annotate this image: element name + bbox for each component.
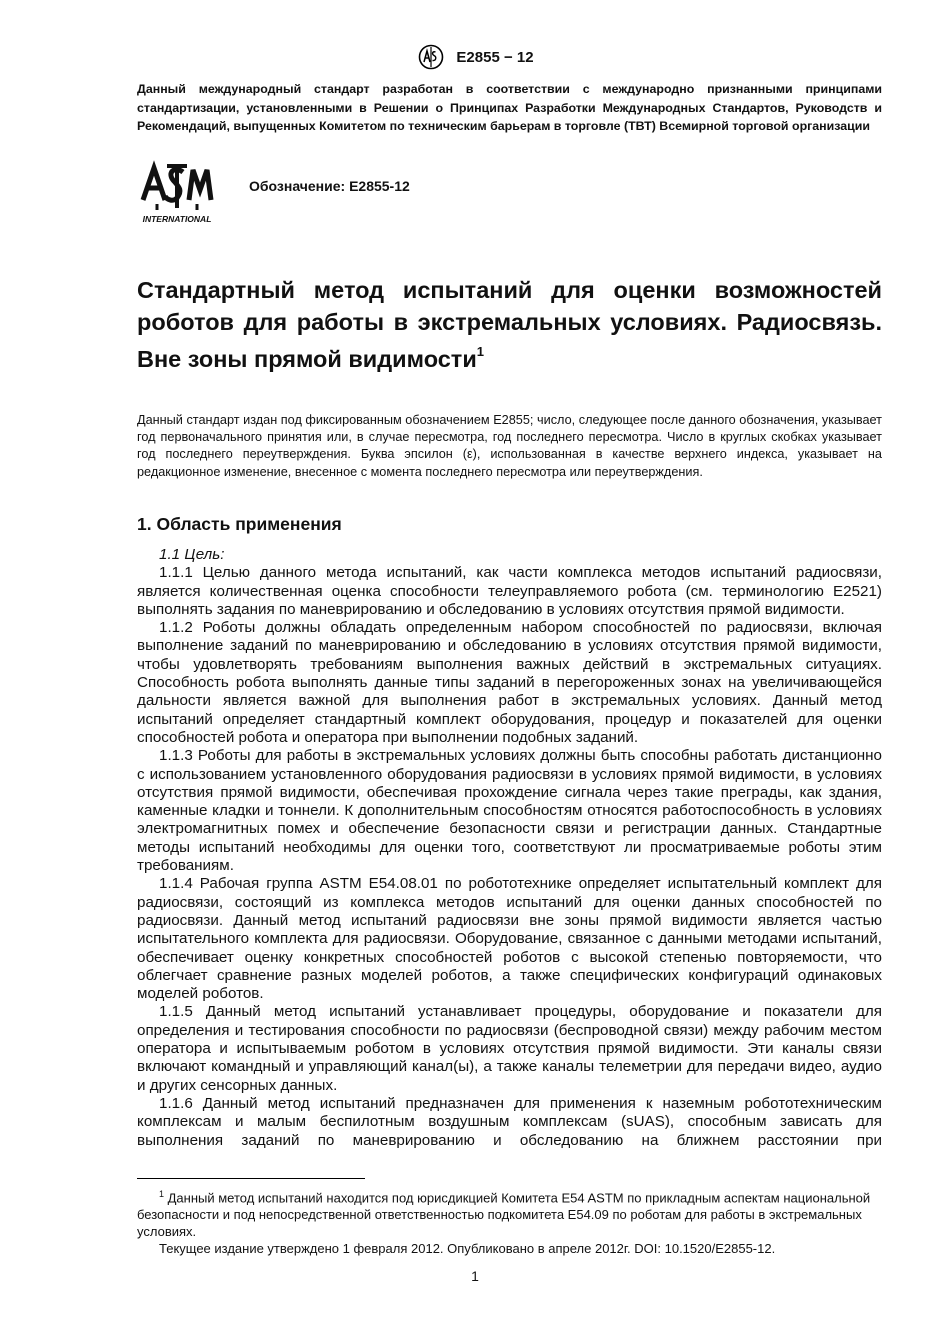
footnote-mark: 1 [159, 1189, 165, 1199]
title-footnote-mark: 1 [476, 344, 484, 359]
standard-code: E2855 − 12 [456, 48, 534, 66]
logo-caption: INTERNATIONAL [142, 214, 212, 224]
footnote-1 [137, 1186, 882, 1240]
section-body [137, 546, 882, 1150]
designation-notice: Данный стандарт издан под фиксированным обозначением E2855; число, следующее после данного обозначения, указывает год первоначального принятия или, в случае пересмотра, год последнего пересмотра. Число в круглых скобках указывает год последнего переутверждения. Буква эпсилон (ε), использованная в качестве верхнего индекса, указывает на редакционное изменение, внесенное с момента последнего пересмотра или переутверждения. [137, 413, 882, 479]
paragraph-1-1-6: 1.1.6 Данный метод испытаний предназначен для применения к наземным робототехническим комплексам и малым беспилотным воздушным комплексам (sUAS), способным зависать для выполнения заданий по маневрированию и обследованию на ближнем расстоянии при [137, 1094, 882, 1149]
paragraph-1-1-2: 1.1.2 Роботы должны обладать определенным набором способностей по радиосвязи, включая выполнение заданий по маневрированию и обследованию в условиях отсутствия прямой видимости, чтобы удовлетворять требованиям выполнения важных действий в экстремальных ситуациях. Способность робота выполнять данные типы заданий в перегороженных зонах на увеличивающейся дальности является важной для выполнения работ в экстремальных условиях. Данный метод испытаний определяет стандартный комплект оборудования, процедур и показателей для оценки способностей робота и оператора при выполнении подобных заданий. [137, 619, 882, 746]
paragraph-1-1-1: 1.1.1 Целью данного метода испытаний, как части комплекса методов испытаний радиосвязи, является количественная оценка способности телеуправляемого робота (см. терминологию E2521) выполнять задания по маневрированию и обследованию в условиях отсутствия прямой видимости. [137, 564, 882, 618]
edition-note: Текущее издание утверждено 1 февраля 2012. Опубликовано в апреле 2012г. DOI: 10.1520/E2855-12. [159, 1241, 776, 1257]
footnote-divider [137, 1178, 365, 1179]
document-title [137, 274, 882, 375]
intro-statement: Данный международный стандарт разработан в соответствии с международно признанными принципами стандартизации, установленными в Решении о Принципах Разработки Международных Стандартов, Руководств и Рекомендаций, выпущенных Комитетом по техническим барьерам в торговле (ТВТ) Всемирной торговой организации [137, 82, 882, 134]
designation: Обозначение: E2855-12 [249, 178, 410, 194]
paragraph-1-1: 1.1 Цель: [159, 546, 225, 563]
section-heading-scope: 1. Область применения [137, 514, 342, 534]
paragraph-1-1-4: 1.1.4 Рабочая группа ASTM E54.08.01 по робототехнике определяет испытательный комплект для радиосвязи, состоящий из комплекса методов испытаний для оценки данных способностей по радиосвязи. Данный метод испытаний радиосвязи вне зоны прямой видимости является частью испытательного комплекта для радиосвязи. Оборудование, связанное с данными методами испытаний, обеспечивает оценку конкретных способностей роботов с высокой степенью повторяемости, что облегчает сравнение разных моделей роботов, а также специфических конфигураций одинаковых моделей роботов. [137, 875, 882, 1003]
running-header [0, 44, 950, 75]
title-text: Стандартный метод испытаний для оценки возможностей роботов для работы в экстремальных условиях. Радиосвязь. Вне зоны прямой видимости [137, 277, 882, 372]
footnotes [137, 1186, 882, 1257]
paragraph-1-1-5: 1.1.5 Данный метод испытаний устанавливает процедуры, оборудование и показатели для определения и тестирования способности по радиосвязи (беспроводной связи) между рабочим местом оператора и испытываемым роботом в условиях отсутствия прямой видимости. Эти каналы связи включают командный и управляющий канал(ы), а также каналы телеметрии для передачи видео, аудио и других сенсорных данных. [137, 1003, 882, 1094]
astm-small-logo-icon [416, 44, 446, 70]
page-number: 1 [471, 1268, 479, 1284]
footnote-text: Данный метод испытаний находится под юрисдикцией Комитета E54 ASTM по прикладным аспектам национальной безопасности и под непосредственной ответственностью подкомитета E54.09 по роботам для работы в экстремальных условиях. [137, 1190, 871, 1240]
paragraph-1-1-3: 1.1.3 Роботы для работы в экстремальных условиях должны быть способны работать дистанционно с использованием установленного оборудования радиосвязи в условиях прямой видимости, в условиях отсутствия прямой видимости, обеспечивая прохождение сигнала через такие преграды, как здания, каменные кладки и тоннели. К дополнительным способностям относятся работоспособность в условиях электромагнитных помех и обеспечение безопасности связи и регистрации данных. Стандартные методы испытаний необходимы для оценки того, соответствуют ли просматриваемые роботы этим требованиям. [137, 747, 882, 875]
astm-international-logo [137, 160, 217, 228]
astm-logo-icon [137, 160, 217, 228]
